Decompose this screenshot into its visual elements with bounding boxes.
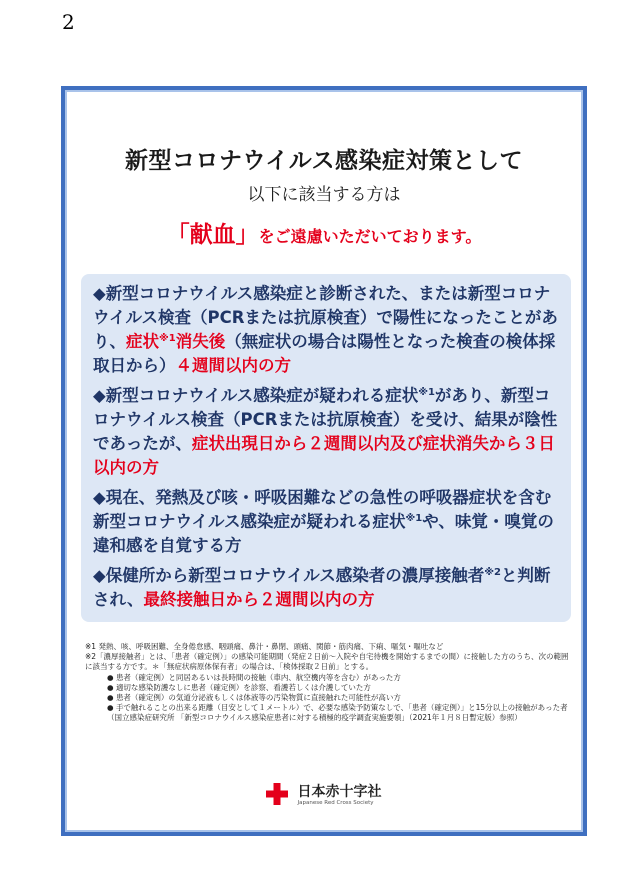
footnote-reference: （国立感染症研究所 「新型コロナウイルス感染症患者に対する積極的疫学調査実施要領」（2021年１月８日暫定版）参照） [107, 713, 522, 723]
diamond-bullet-icon: ◆ [93, 284, 106, 303]
footnote-bullet-text: 手で触れることの出来る距離（目安として１メートル）で、必要な感染予防策なしで、「患者（確定例）」と15分以上の接触があった者 [115, 703, 568, 713]
criterion-text: （無症状の場合は陽性となった検査の検体採取日から） [93, 332, 556, 375]
criteria-panel [81, 274, 571, 622]
criterion-text: 保健所から新型コロナウイルス感染者の濃厚接触者 [105, 566, 485, 585]
poster-subtitle: 以下に該当する方は [247, 185, 401, 205]
logo-name-jp: 日本赤十字社 [297, 784, 382, 800]
footnote-bullet-text: 患者（確定例）の気道分泌液もしくは体液等の汚染物質に直接触れた可能性が高い方 [115, 693, 401, 703]
criterion-text: があり、新型コロナウイルス検査（PCRまたは抗原検査）を受け、結果が陰性であったが、 [93, 386, 558, 453]
criterion-highlight: ４週間以内の方 [175, 356, 291, 375]
dot-bullet-icon: ● [107, 682, 114, 692]
criterion-text: 新型コロナウイルス感染症が疑われる症状 [105, 386, 419, 405]
footnote-bullet [85, 693, 569, 703]
dot-bullet-icon: ● [107, 672, 114, 682]
red-cross-icon [266, 783, 288, 809]
donation-rest: をご遠慮いただいております。 [258, 227, 482, 246]
red-cross-logo [65, 783, 583, 809]
criterion-highlight: 症状出現日から２週間以内及び症状消失から３日以内の方 [93, 434, 555, 477]
poster-title: 新型コロナウイルス感染症対策として [124, 148, 524, 174]
dot-bullet-icon: ● [107, 693, 114, 703]
donation-keyword: 「献血」 [166, 222, 259, 248]
footnote-ref: ※2 [484, 567, 501, 578]
footnote-2: ※2「濃厚接触者」とは、「患者（確定例）」の感染可能期間（発症２日前〜入院や自宅待機を開始するまでの間）に接触した方のうち、次の範囲に該当する方です。＊「無症状病原体保有者」の場合は、「検体採取２日前」とする。 [85, 652, 569, 672]
dot-bullet-icon: ● [107, 703, 114, 713]
footnote-ref: ※1 [159, 333, 176, 344]
criterion-text: 新型コロナウイルス感染症と診断された、または新型コロナウイルス検査（PCRまたは抗原検査）で陽性になったことがあり、 [93, 284, 558, 351]
criterion-text: や、味覚・嗅覚の違和感を自覚する方 [93, 512, 554, 555]
footnote-bullet-text: 適切な感染防護なしに患者（確定例）を診察、看護若しくは介護していた方 [115, 682, 371, 692]
footnote-bullet [85, 673, 569, 683]
footnotes [85, 642, 569, 724]
donation-notice [65, 216, 583, 249]
diamond-bullet-icon: ◆ [93, 386, 106, 405]
footnote-ref: ※1 [405, 513, 423, 524]
criterion-text: と判断され、 [93, 566, 551, 609]
footnote-bullet [85, 683, 569, 693]
criterion-3 [93, 486, 565, 558]
footnote-1: ※1 発熱、咳、呼吸困難、全身倦怠感、咽頭痛、鼻汁・鼻閉、頭痛、関節・筋肉痛、下痢、嘔気・嘔吐など [85, 642, 444, 651]
footnote-bullet-text: 患者（確定例）と同居あるいは長時間の接触（車内、航空機内等を含む）があった方 [115, 672, 401, 682]
logo-text [298, 785, 382, 807]
logo-name-en: Japanese Red Cross Society [297, 800, 374, 806]
footnote-bullet [85, 703, 569, 713]
diamond-bullet-icon: ◆ [93, 566, 106, 585]
criterion-highlight: 症状 [126, 332, 159, 351]
criterion-highlight: 最終接触日から２週間以内の方 [143, 590, 375, 609]
criterion-1 [93, 282, 565, 378]
criterion-highlight: 消失後 [175, 332, 226, 351]
poster [61, 86, 587, 836]
criterion-4 [93, 564, 565, 612]
page-number: 2 [62, 10, 75, 34]
footnote-ref: ※1 [418, 387, 435, 398]
criterion-2 [93, 384, 565, 480]
criterion-text: 現在、発熱及び咳・呼吸困難などの急性の呼吸器症状を含む新型コロナウイルス感染症が疑われる症状 [93, 488, 552, 531]
diamond-bullet-icon: ◆ [93, 488, 106, 507]
